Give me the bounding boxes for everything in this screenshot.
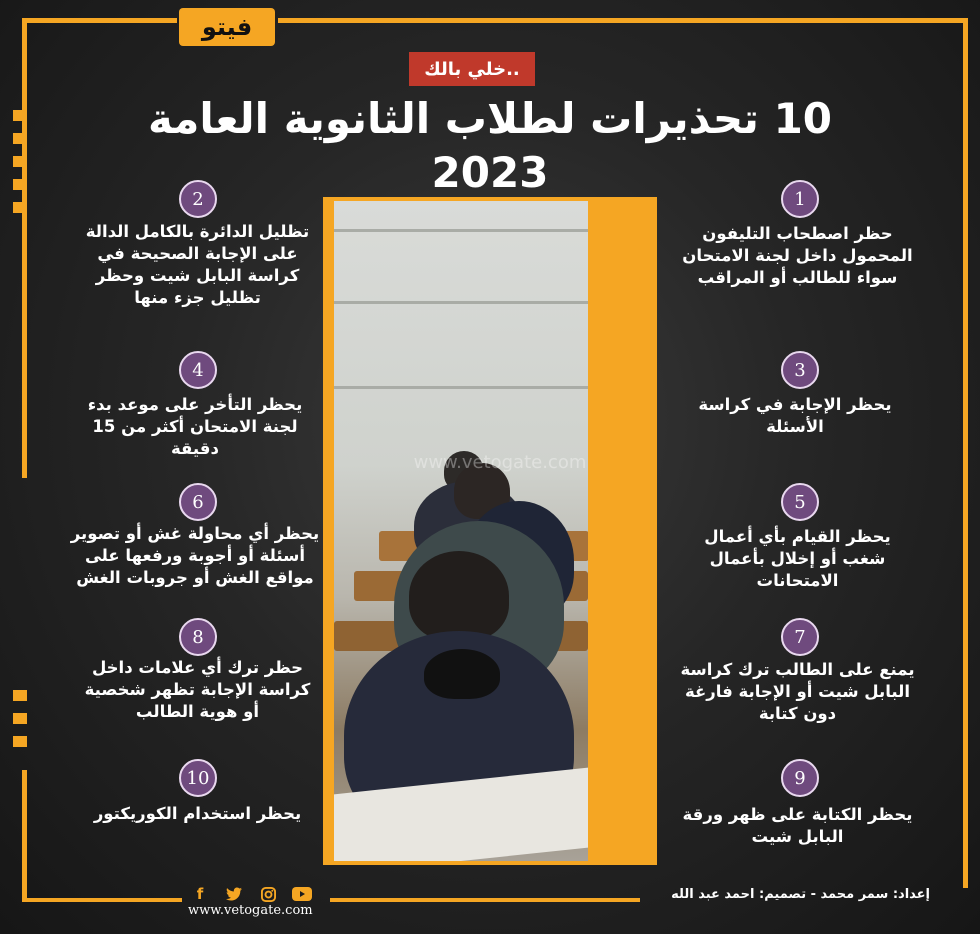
item-text: يمنع على الطالب ترك كراسة البابل شيت أو الإجابة فارغة دون كتابة (680, 660, 915, 723)
header-tag: خلي بالك.. (409, 52, 535, 86)
twitter-icon[interactable] (224, 885, 244, 903)
frame-dashes (13, 110, 27, 225)
credits: إعداد: سمر محمد - تصميم: احمد عبد الله (671, 887, 930, 902)
facebook-icon[interactable]: f (196, 885, 204, 903)
exam-photo (323, 197, 657, 865)
item-text: يحظر أي محاولة غش أو تصوير أسئلة أو أجوبة ورفعها على مواقع الغش أو جروبات الغش (70, 524, 320, 587)
item-number-badge: 10 (179, 759, 217, 797)
item-text: تظليل الدائرة بالكامل الدالة على الإجابة الصحيحة في كراسة البابل شيت وحظر تظليل جزء منها (85, 222, 310, 307)
item-number-badge: 5 (781, 483, 819, 521)
frame-line (22, 898, 182, 902)
frame-line (330, 898, 640, 902)
frame-dashes (13, 690, 27, 759)
exam-photo-image (334, 201, 588, 861)
item-text: حظر اصطحاب التليفون المحمول داخل لجنة الامتحان سواء للطالب أو المراقب (682, 224, 913, 287)
item-text: يحظر الإجابة في كراسة الأسئلة (698, 395, 892, 436)
item-text: يحظر التأخر على موعد بدء لجنة الامتحان أكثر من 15 دقيقة (87, 395, 303, 458)
item-number-badge: 2 (179, 180, 217, 218)
instagram-icon[interactable] (258, 885, 278, 903)
item-text: يحظر القيام بأي أعمال شغب أو إخلال بأعمال الامتحانات (704, 527, 891, 590)
page-title: 10 تحذيرات لطلاب الثانوية العامة 2023 (147, 94, 833, 197)
item-number-badge: 9 (781, 759, 819, 797)
item-number-badge: 8 (179, 618, 217, 656)
brand-logo: فيتو (179, 8, 275, 46)
watermark: www.vetogate.com (413, 452, 587, 473)
item-text: يحظر استخدام الكوريكتور (93, 804, 302, 823)
youtube-icon[interactable] (292, 885, 312, 903)
item-text: حظر ترك أي علامات داخل كراسة الإجابة تظهر شخصية أو هوية الطالب (84, 658, 311, 721)
frame-line (963, 18, 968, 888)
item-number-badge: 4 (179, 351, 217, 389)
item-number-badge: 6 (179, 483, 217, 521)
item-text: يحظر الكتابة على ظهر ورقة البابل شيت (682, 805, 913, 846)
social-links (190, 885, 312, 903)
frame-line (22, 18, 177, 23)
item-number-badge: 7 (781, 618, 819, 656)
frame-line (22, 770, 27, 900)
frame-line (22, 18, 27, 478)
frame-line (278, 18, 968, 23)
item-number-badge: 1 (781, 180, 819, 218)
website-url[interactable]: www.vetogate.com (188, 903, 313, 918)
item-number-badge: 3 (781, 351, 819, 389)
